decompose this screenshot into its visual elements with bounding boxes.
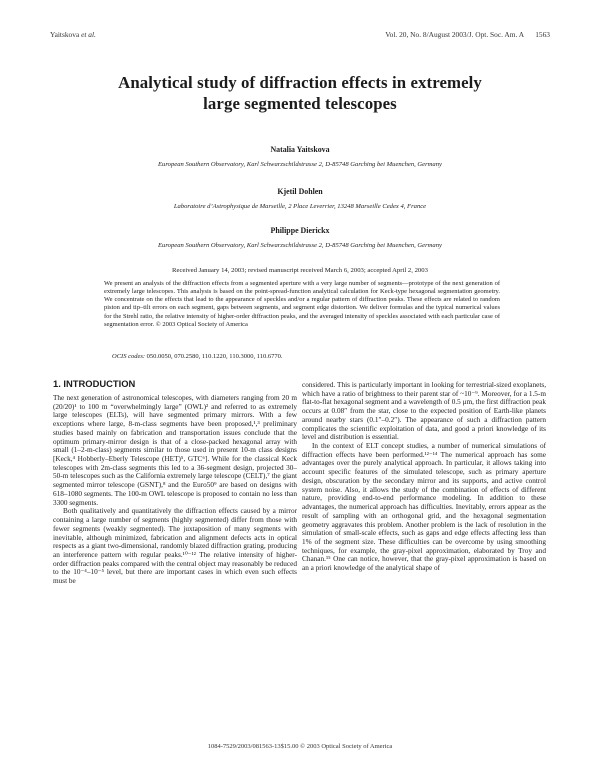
author-name-1: Natalia Yaitskova: [270, 145, 330, 154]
section-heading: 1. INTRODUCTION: [53, 378, 136, 389]
intro-paragraph-1: The next generation of astronomical telescopes, with diameters ranging from 20 m (20/20)¹ to 100 m “overwhelmingly large” (OWL)² and referred to as extremely large telescopes (ELTs), will have segmented primary mirrors. With a few exceptions where large, 8-m-class segments have been proposed,¹,³ preliminary studies based mainly on fabrication and transportation issues conclude that the optimum primary-mirror design is that of a close-packed hexagonal array with small (1–2-m-class) segments similar to those used in present 10-m class designs [Keck,⁴ Hobberly–Eberly Telescope (HET)⁵, GTC⁶]. While for the classical Keck telescopes with 2m-class segments this led to a 36-segment design, projected 30–50-m telescopes such as the California extremely large telescope (CELT),⁷ the giant segmented mirror telescope (GSNT),⁸ and the Euro50⁹ are based on designs with 618–1080 segments. The 100-m OWL telescope is proposed to contain no less than 3300 segments.: [53, 394, 297, 507]
paper-title: [50, 72, 550, 114]
intro-paragraph-3: considered. This is particularly important in looking for terrestrial-sized exoplanets, which have a ratio of brightness to their parent star of ~10⁻⁹. Moreover, for a 1.5-m flat-to-flat hexagonal segment and a wavelength of 0.5 μm, the first diffraction peak occurs at 0.08″ from the star, close to the expected position of Earth-like planets around nearby stars (0.1″–0.2″). The appearance of such a diffraction pattern complicates the scientific exploitation of data, and good a priori knowledge of its level and distribution is essential.: [302, 381, 546, 442]
received-dates: Received January 14, 2003; revised manuscript received March 6, 2003; accepted April 2, 2003: [172, 267, 428, 274]
author-affiliation-1: European Southern Observatory, Karl Schwarzschildstrasse 2, D-85748 Garching bei Muenchen, Germany: [158, 161, 442, 168]
running-head: [50, 30, 550, 40]
author-name-3: Philippe Dierickx: [270, 226, 330, 235]
left-column: [53, 378, 297, 586]
author-affiliation-3: European Southern Observatory, Karl Schwarzschildstrasse 2, D-85748 Garching bei Muenchen, Germany: [158, 242, 442, 249]
running-head-authors: Yaitskova et al.: [50, 30, 96, 39]
ocis-label: OCIS codes:: [112, 353, 146, 360]
intro-paragraph-2: Both qualitatively and quantitatively the diffraction effects caused by a mirror containing a large number of segments (highly segmented) differ from those with fewer segments (weakly segmented). The juxtaposition of many segments with inevitable, although minimized, fabrication and alignment defects acts in optical respects as a giant two-dimensional, randomly blazed diffraction grating, producing an interference pattern with regular peaks.¹⁰⁻¹² The relative intensity of higher-order diffraction peaks compared with the central object may reasonably be reduced to the 10⁻⁴–10⁻⁵ level, but there are important cases in which even such effects must be: [53, 507, 297, 586]
intro-paragraph-4: In the context of ELT concept studies, a number of numerical simulations of diffraction effects have been performed.¹²⁻¹⁴ The numerical approach has some advantages over the purely analytical approach. In particular, it allows taking into account specific features of the simulated telescope, such as primary aperture design, obscuration by the secondary mirror and its supports, and active control system noise. Also, it allows the study of the combination of effects of different nature, providing end-to-end performance modeling. In addition to these advantages, the numerical approach has difficulties. Inevitably, errors appear as the result of sampling with an orthogonal grid, and the hexagonal segmentation geometry aggravates this problem. Another problem is the lack of resolution in the simulation of small-scale effects, such as gaps and edge effects affecting less than 1% of the segment size. These difficulties can be overcome by using smoothing techniques, for example, the gray-pixel approximation, elaborated by Troy and Chanan.¹⁵ One can notice, however, that the gray-pixel approximation is based on an a priori knowledge of the analytical shape of: [302, 442, 546, 573]
paper-title-line-1: Analytical study of diffraction effects in extremely: [118, 73, 482, 92]
ocis-values: 050.0050, 070.2580, 110.1220, 110.3000, 110.6770.: [146, 353, 283, 360]
paper-title-line-2: large segmented telescopes: [203, 94, 397, 113]
author-affiliation-2: Laboratoire d’Astrophysique de Marseille, 2 Place Leverrier, 13248 Marseille Cedex 4, France: [173, 203, 427, 210]
running-head-journal: Vol. 20, No. 8/August 2003/J. Opt. Soc. Am. A 1563: [385, 30, 550, 39]
abstract: We present an analysis of the diffraction effects from a segmented aperture with a very large number of segments—prototype of the next generation of extremely large telescopes. This analysis is based on the point-spread-function analytical calculation for Keck-type hexagonal segmentation geometry. We concentrate on the effects that lead to the appearance of speckles and/or a regular pattern of diffraction peaks. These effects are related to random piston and tip–tilt errors on each segment, gaps between segments, and segment edge distortion. We deliver formulas and the typical numerical values for the Strehl ratio, the relative intensity of higher-order diffraction peaks, and the averaged intensity of speckles associated with each particular case of segmentation error. © 2003 Optical Society of America: [104, 280, 500, 328]
ocis-codes: [112, 353, 500, 361]
right-column: [302, 381, 546, 573]
author-name-2: Kjetil Dohlen: [277, 187, 323, 196]
page-footer: 1084-7529/2003/081563-13$15.00 © 2003 Optical Society of America: [207, 743, 393, 750]
